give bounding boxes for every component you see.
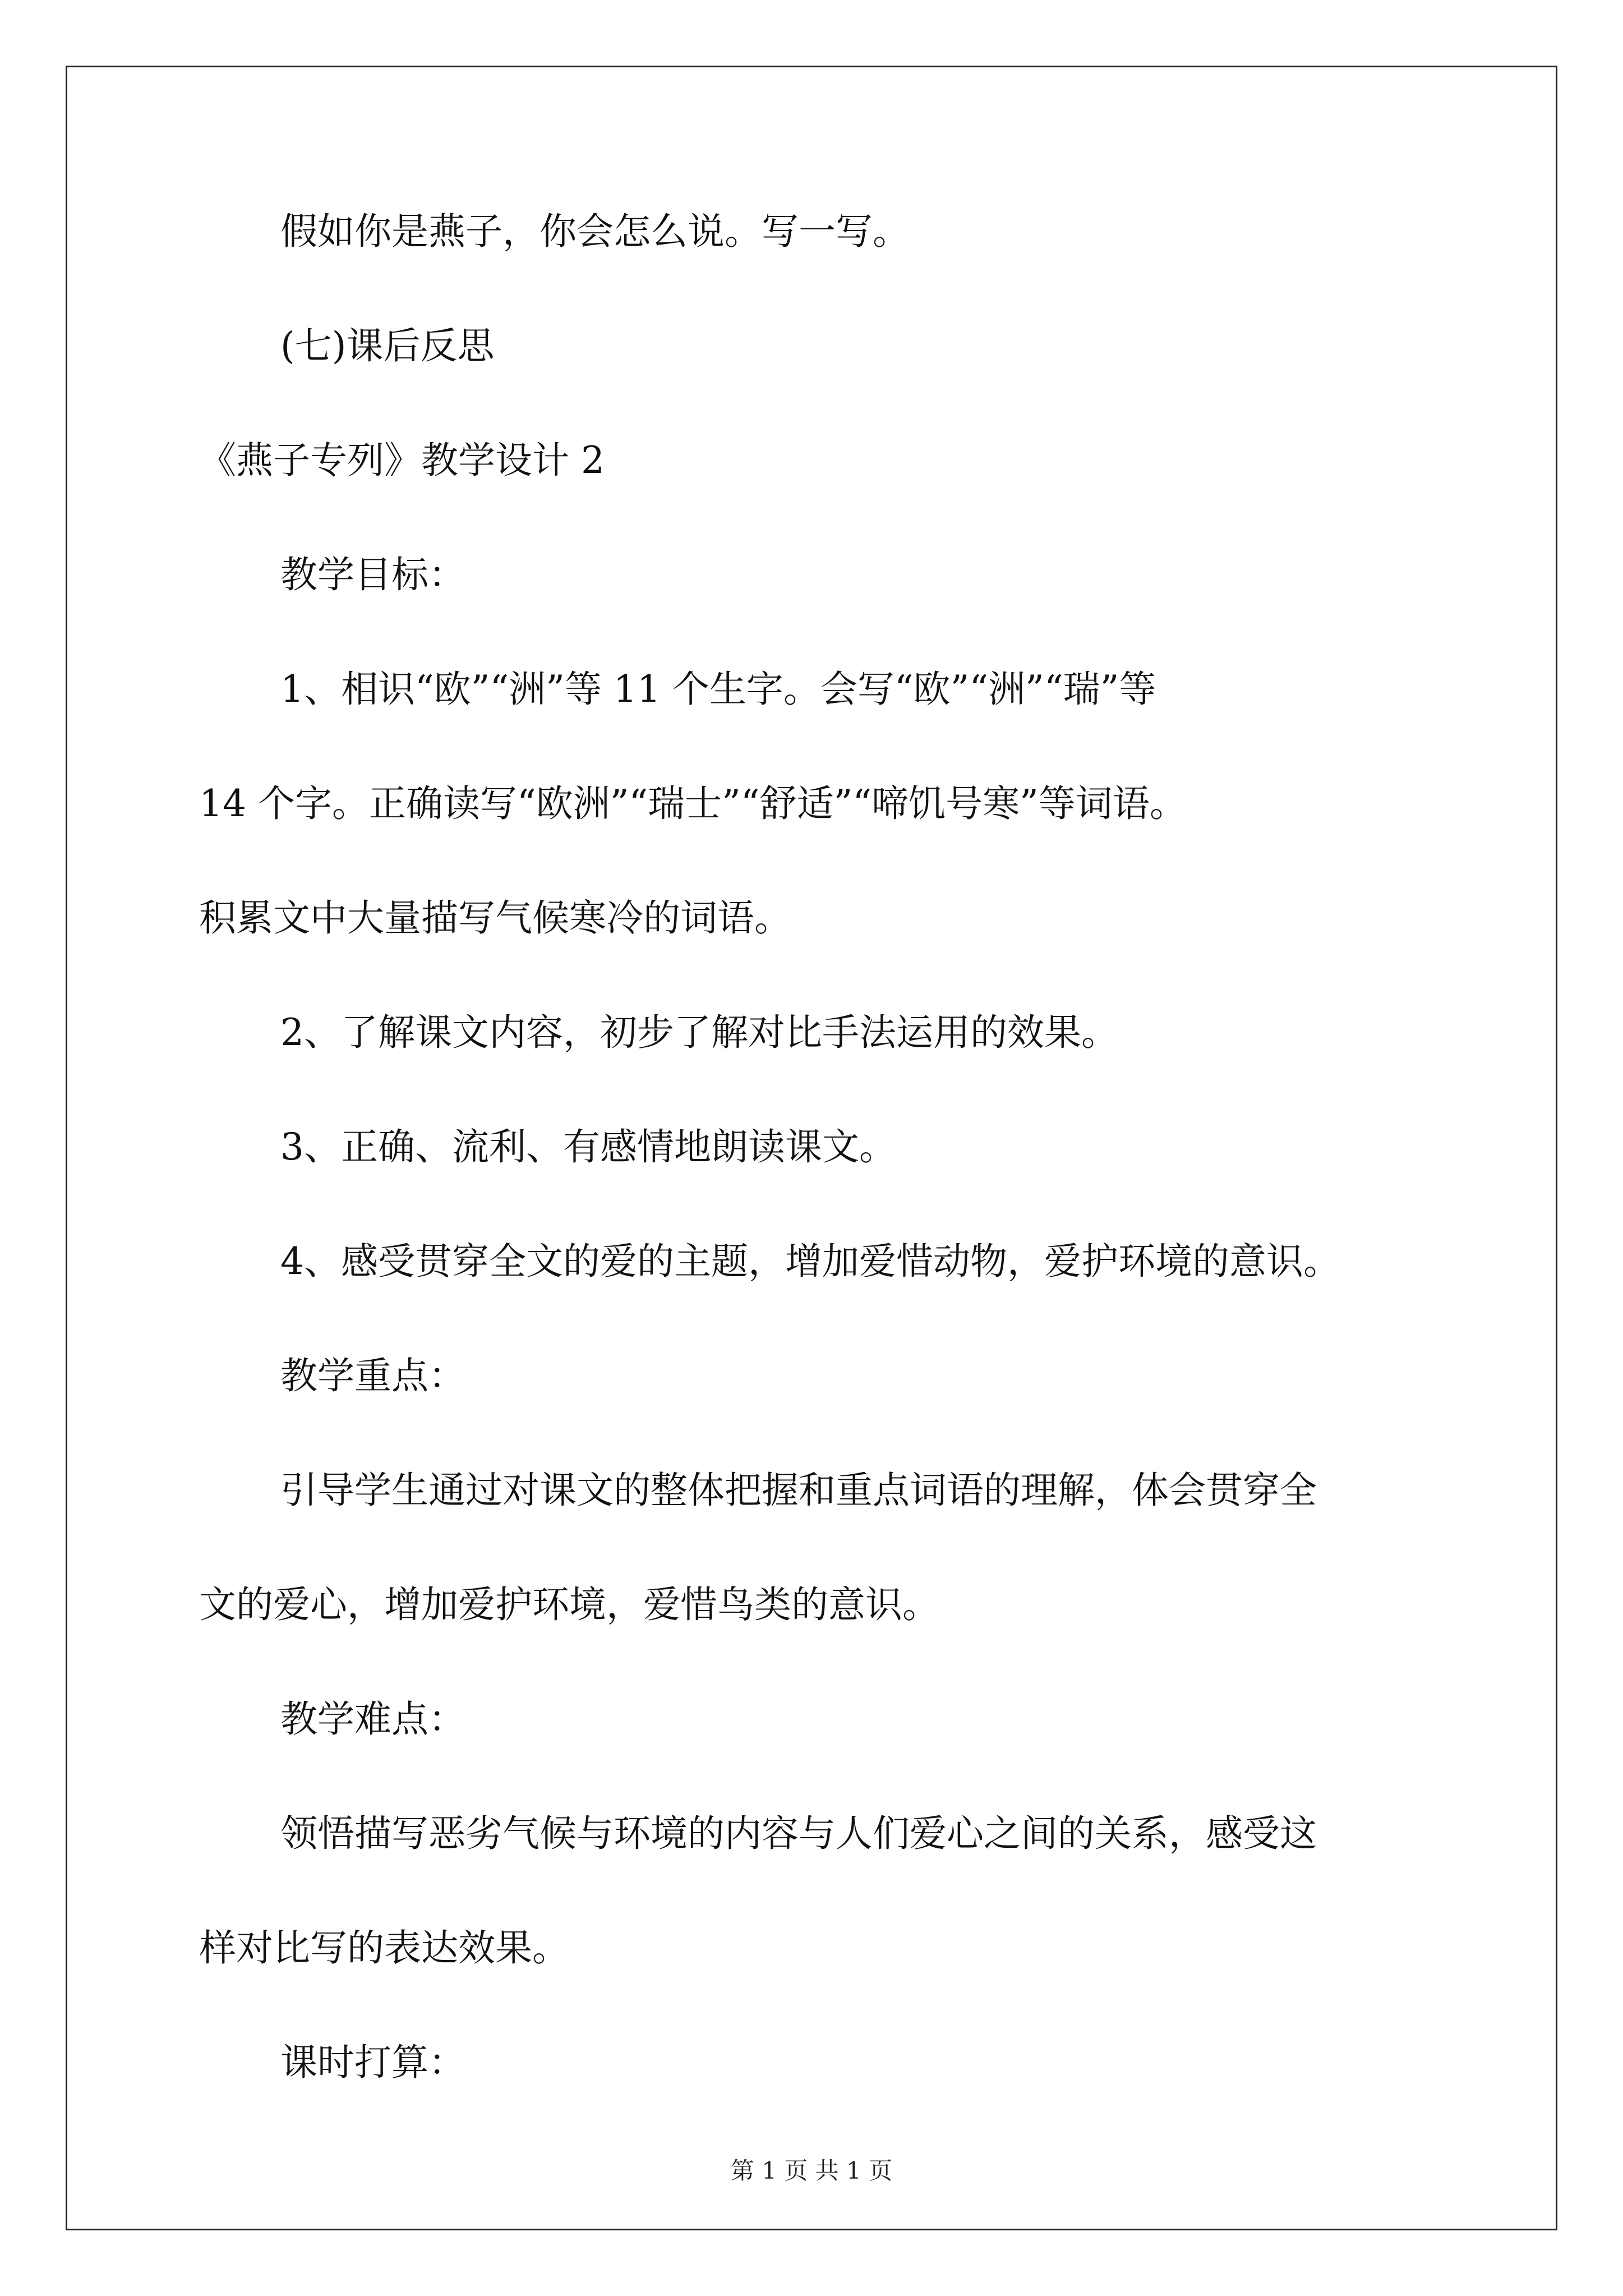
page-footer: 第 1 页 共 1 页 (730, 2157, 893, 2184)
paragraph-line: 4、感受贯穿全文的爱的主题，增加爱惜动物，爱护环境的意识。 (280, 1240, 1340, 1283)
paragraph-line: 3、正确、流利、有感情地朗读课文。 (280, 1125, 896, 1168)
paragraph-line: 假如你是燕子，你会怎么说。写一写。 (280, 210, 910, 253)
paragraph-line: 积累文中大量描写气候寒冷的词语。 (199, 896, 791, 940)
subheading: 教学目标： (280, 553, 465, 596)
paragraph-line: 14 个字。正确读写“欧洲”“瑞士”“舒适”“啼饥号寒”等词语。 (199, 782, 1187, 825)
subheading: 课时打算： (280, 2041, 465, 2084)
paragraph-line: 1、相识“欧”“洲”等 11 个生字。会写“欧”“洲”“瑞”等 (280, 668, 1156, 711)
paragraph-line: 文的爱心，增加爱护环境，爱惜鸟类的意识。 (199, 1583, 939, 1626)
subheading: 教学难点： (280, 1697, 465, 1741)
paragraph-line: 2、了解课文内容，初步了解对比手法运用的效果。 (280, 1011, 1118, 1054)
paragraph-line: 引导学生通过对课文的整体把握和重点词语的理解，体会贯穿全 (280, 1469, 1317, 1512)
paragraph-line: 样对比写的表达效果。 (199, 1926, 569, 1970)
paragraph-line: (七)课后反思 (280, 324, 495, 367)
section-title: 《燕子专列》教学设计 2 (199, 439, 605, 482)
subheading: 教学重点： (280, 1354, 465, 1397)
paragraph-line: 领悟描写恶劣气候与环境的内容与人们爱心之间的关系，感受这 (280, 1812, 1317, 1855)
